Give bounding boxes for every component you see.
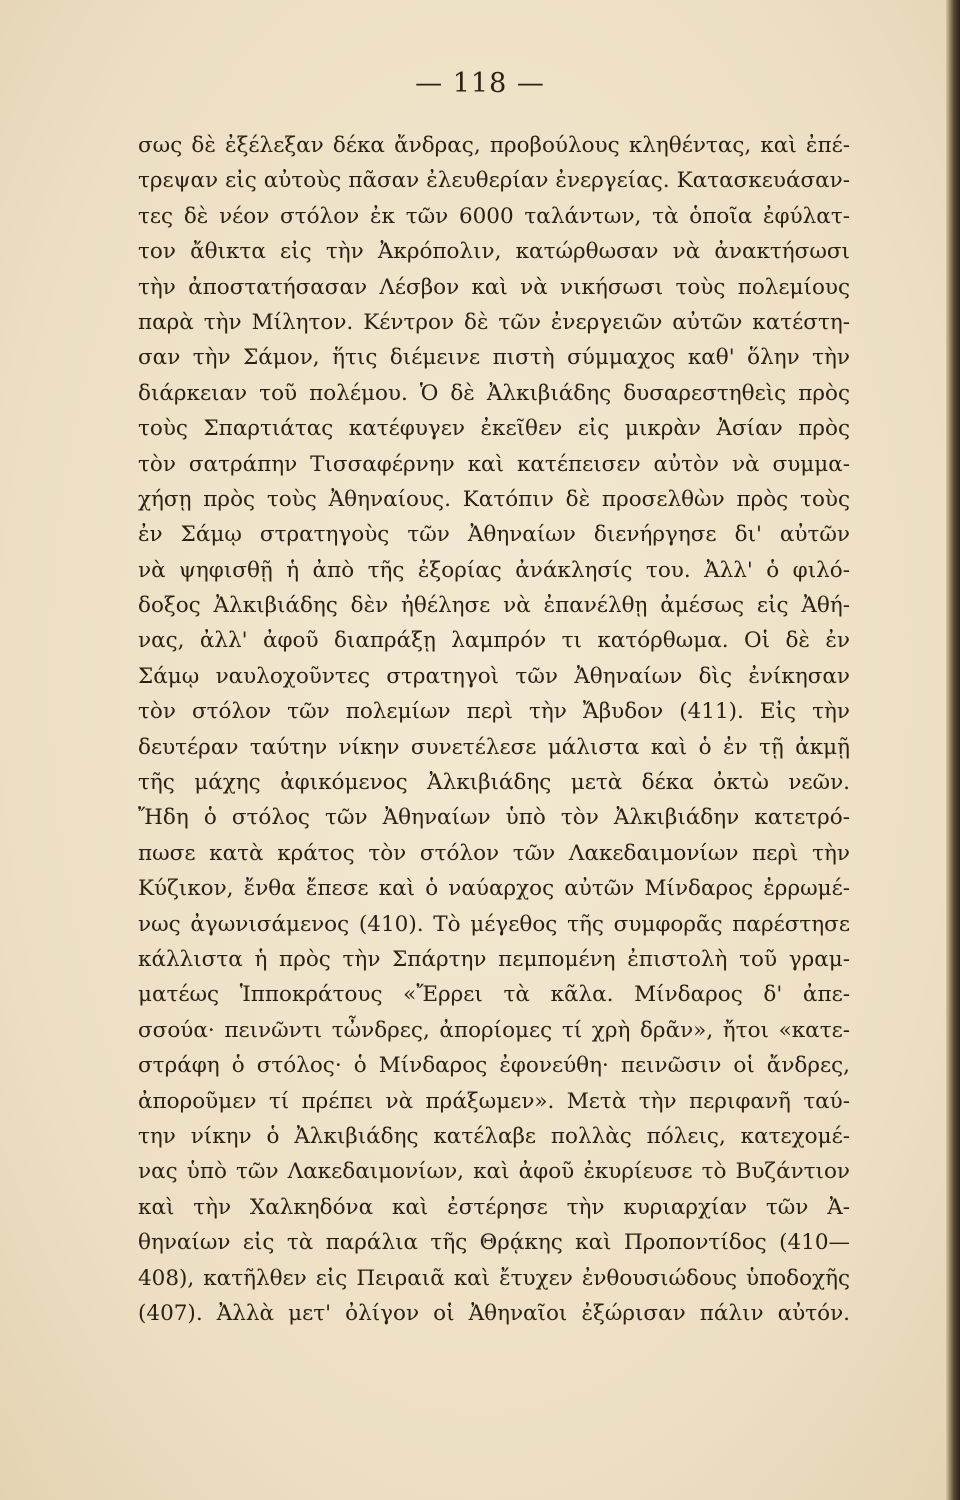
text-line: στράφη ὁ στόλος· ὁ Μίνδαρος ἐφονεύθη· πεινῶσιν οἱ ἄνδρες,: [138, 1053, 850, 1079]
text-line: τὸν σατράπην Τισσαφέρνην καὶ κατέπεισεν αὐτὸν νὰ συμμα-: [138, 451, 850, 477]
text-line: δοξος Ἀλκιβιάδης δὲν ἠθέλησε νὰ ἐπανέλθῃ ἀμέσως εἰς Ἀθή-: [138, 593, 850, 619]
text-line: θηναίων εἰς τὰ παράλια τῆς Θρᾴκης καὶ Προποντίδος (410—: [138, 1230, 850, 1256]
text-line: νας, ἀλλ' ἀφοῦ διαπράξῃ λαμπρόν τι κατόρθωμα. Οἱ δὲ ἐν: [138, 628, 850, 654]
text-line: καὶ τὴν Χαλκηδόνα καὶ ἐστέρησε τὴν κυριαρχίαν τῶν Ἀ-: [138, 1194, 850, 1220]
text-line: ματέως Ἱπποκράτους «Ἔρρει τὰ κᾶλα. Μίνδαρος δ' ἀπε-: [138, 982, 850, 1008]
text-line: τες δὲ νέον στόλον ἐκ τῶν 6000 ταλάντων, τὰ ὁποῖα ἐφύλατ-: [138, 203, 850, 229]
text-line: (407). Ἀλλὰ μετ' ὀλίγον οἱ Ἀθηναῖοι ἐξώρισαν πάλιν αὐτόν.: [138, 1300, 850, 1326]
text-line: σαν τὴν Σάμον, ἥτις διέμεινε πιστὴ σύμμαχος καθ' ὅλην τὴν: [138, 345, 850, 371]
text-line: την νίκην ὁ Ἀλκιβιάδης κατέλαβε πολλὰς πόλεις, κατεχομέ-: [138, 1123, 850, 1149]
text-line: Κύζικον, ἔνθα ἔπεσε καὶ ὁ ναύαρχος αὐτῶν Μίνδαρος ἐρρωμέ-: [138, 876, 850, 902]
text-line: νως ἀγωνισάμενος (410). Τὸ μέγεθος τῆς συμφορᾶς παρέστησε: [138, 911, 850, 937]
text-line: κάλλιστα ἡ πρὸς τὴν Σπάρτην πεμπομένη ἐπιστολὴ τοῦ γραμ-: [138, 946, 850, 972]
page-number: — 118 —: [415, 68, 545, 99]
text-line: τοὺς Σπαρτιάτας κατέφυγεν ἐκεῖθεν εἰς μικρὰν Ἀσίαν πρὸς: [138, 416, 850, 442]
text-line: παρὰ τὴν Μίλητον. Κέντρον δὲ τῶν ἐνεργειῶν αὐτῶν κατέστη-: [138, 309, 850, 335]
text-line: τὴν ἀποστατήσασαν Λέσβον καὶ νὰ νικήσωσι τοὺς πολεμίους: [138, 274, 850, 300]
body-text: [138, 128, 850, 1331]
text-line: νὰ ψηφισθῇ ἡ ἀπὸ τῆς ἐξορίας ἀνάκλησίς του. Ἀλλ' ὁ φιλό-: [138, 557, 850, 583]
text-line: τον ἄθικτα εἰς τὴν Ἀκρόπολιν, κατώρθωσαν νὰ ἀνακτήσωσι: [138, 239, 850, 265]
text-line: τρεψαν εἰς αὐτοὺς πᾶσαν ἐλευθερίαν ἐνεργείας. Κατασκευάσαν-: [138, 168, 850, 194]
page-edge-shadow: [946, 0, 960, 1500]
text-line: διάρκειαν τοῦ πολέμου. Ὁ δὲ Ἀλκιβιάδης δυσαρεστηθεὶς πρὸς: [138, 380, 850, 406]
text-line: νας ὑπὸ τῶν Λακεδαιμονίων, καὶ ἀφοῦ ἐκυρίευσε τὸ Βυζάντιον: [138, 1159, 850, 1185]
text-line: ἐν Σάμῳ στρατηγοὺς τῶν Ἀθηναίων διενήργησε δι' αὐτῶν: [138, 522, 850, 548]
text-line: 408), κατῆλθεν εἰς Πειραιᾶ καὶ ἔτυχεν ἐνθουσιώδους ὑποδοχῆς: [138, 1265, 850, 1291]
text-line: δευτέραν ταύτην νίκην συνετέλεσε μάλιστα καὶ ὁ ἐν τῇ ἀκμῇ: [138, 734, 850, 760]
text-line: χήσῃ πρὸς τοὺς Ἀθηναίους. Κατόπιν δὲ προσελθὼν πρὸς τοὺς: [138, 486, 850, 512]
text-line: ἀποροῦμεν τί πρέπει νὰ πράξωμεν». Μετὰ τὴν περιφανῆ ταύ-: [138, 1088, 850, 1114]
text-line: τῆς μάχης ἀφικόμενος Ἀλκιβιάδης μετὰ δέκα ὀκτὼ νεῶν.: [138, 770, 850, 796]
text-line: Ἤδη ὁ στόλος τῶν Ἀθηναίων ὑπὸ τὸν Ἀλκιβιάδην κατετρό-: [138, 805, 850, 831]
text-line: σσούα· πεινῶντι τὦνδρες, ἀπορίομες τί χρὴ δρᾶν», ἤτοι «κατε-: [138, 1017, 850, 1043]
text-line: τὸν στόλον τῶν πολεμίων περὶ τὴν Ἄβυδον (411). Εἰς τὴν: [138, 699, 850, 725]
text-line: σως δὲ ἐξέλεξαν δέκα ἄνδρας, προβούλους κληθέντας, καὶ ἐπέ-: [138, 133, 850, 158]
text-line: πωσε κατὰ κράτος τὸν στόλον τῶν Λακεδαιμονίων περὶ τὴν: [138, 840, 850, 866]
text-line: Σάμῳ ναυλοχοῦντες στρατηγοὶ τῶν Ἀθηναίων δὶς ἐνίκησαν: [138, 663, 850, 689]
